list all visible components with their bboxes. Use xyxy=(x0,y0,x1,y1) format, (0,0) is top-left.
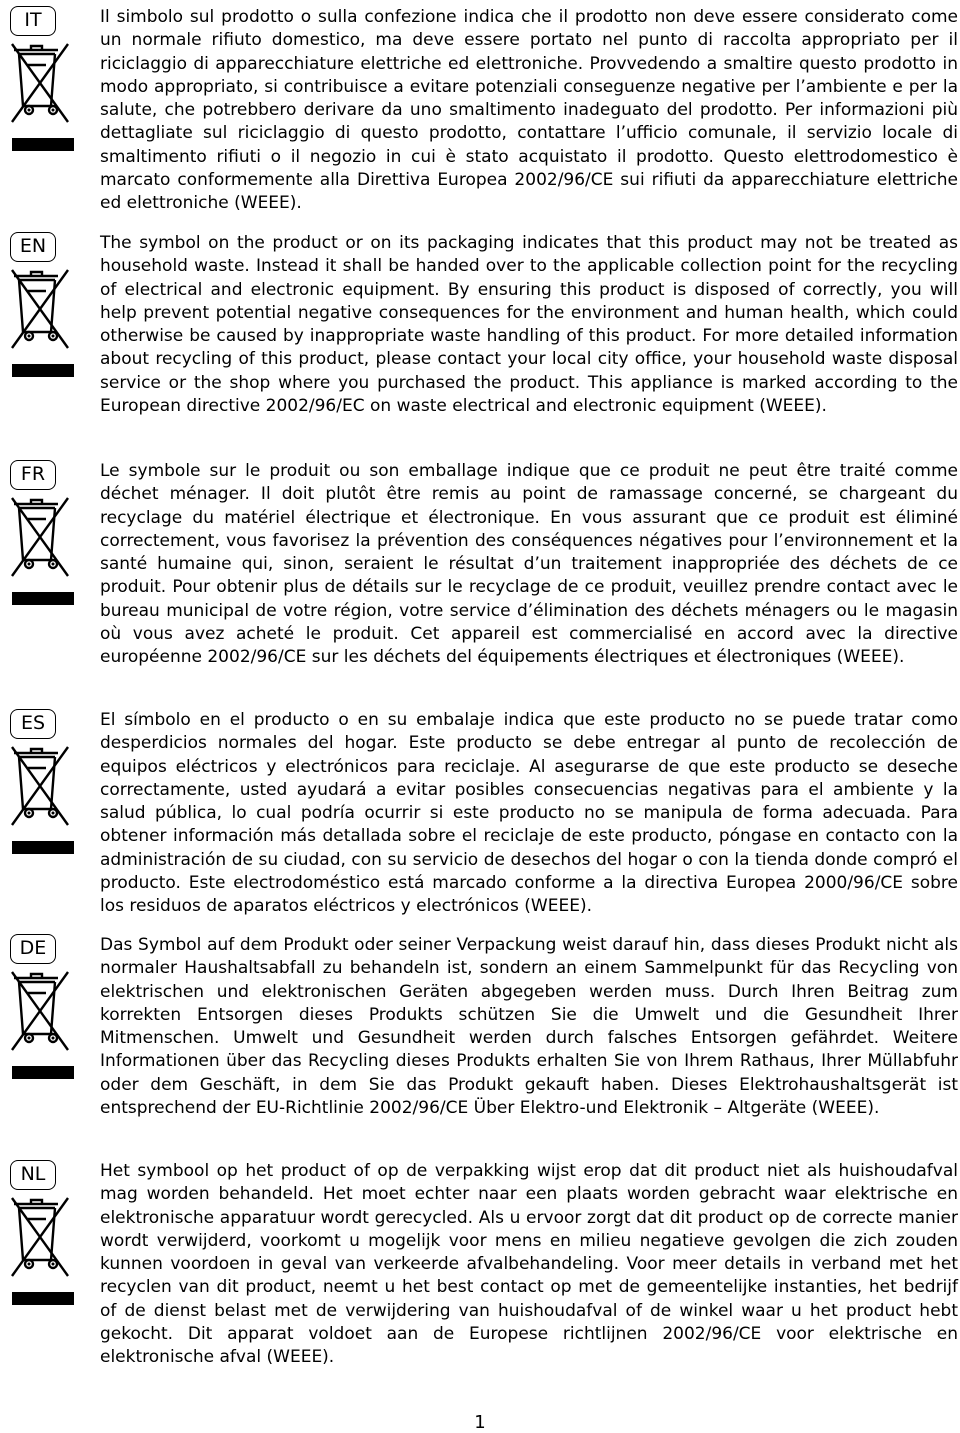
language-badge: FR xyxy=(10,460,56,490)
disposal-notice-text: Het symbool op het product of op de verpakking wijst erop dat dit product niet als huishoudafval mag worden behandeld. Het moet echter naar een plaats worden gebracht waar elektrische en elektronische apparatuur wordt gerecycled. Als u ervoor zorgt dat dit product op de correcte manier wordt verwijderd, voorkomt u mogelijk voor mens en milieu negatieve gevolgen die zich zouden kunnen voordoen in geval van verkeerde afvalbehandeling. Voor meer details in verband met het recyclen van dit product, neemt u het best contact op met de gemeentelijke instanties, het bedrijf of de dienst belast met de verwijdering van huishoudafval of de winkel waar u het product hebt gekocht. Dit apparat voldoet aan de Europese richtlijnen 2002/96/CE voor elektrische en elektronische afval (WEEE). xyxy=(100,1161,958,1368)
weee-crossed-bin-icon xyxy=(10,968,72,1054)
underline-bar xyxy=(12,138,74,151)
disposal-notice-text: El símbolo en el producto o en su embalaje indica que este producto no se puede tratar como desperdicios normales del hogar. Este producto se debe entregar al punto de recolección de equipos eléctricos y electrónicos para reciclaje. Al asegurarse de que este producto se deseche correctamente, usted ayudará a evitar posibles consecuencias negativas para el ambiente y la salud pública, lo cual podría ocurrir si este producto no se manipula de forma adecuada. Para obtener información más detallada sobre el reciclaje de este producto, póngase en contacto con la administración de su ciudad, con su servicio de desechos del hogar o con la tienda donde compró el producto. Este electrodoméstico está marcado conforme a la directiva Europea 2000/96/CE sobre los residuos de aparatos eléctricos y electrónicos (WEEE). xyxy=(100,710,958,917)
underline-bar xyxy=(12,1066,74,1079)
language-badge: IT xyxy=(10,6,56,36)
weee-crossed-bin-icon xyxy=(10,743,72,829)
language-badge: NL xyxy=(10,1160,56,1190)
language-badge: EN xyxy=(10,232,56,262)
page-number: 1 xyxy=(474,1412,486,1433)
underline-bar xyxy=(12,364,74,377)
language-badge: DE xyxy=(10,934,56,964)
disposal-notice-text: Le symbole sur le produit ou son emballage indique que ce produit ne peut être traité comme déchet ménager. Il doit plutôt être remis au point de ramassage concerné, se chargeant du recyclage du matériel électrique et électronique. En vous assurant que ce produit est éliminé correctement, vous favorisez la prévention des conséquences négatives pour l’environnement et la santé humaine qui, sinon, seraient le résultat d’un traitement inappropriée des déchets de ce produit. Pour obtenir plus de détails sur le recyclage de ce produit, veuillez prendre contact avec le bureau municipal de votre région, votre service d’élimination des déchets ménagers ou le magasin où vous avez acheté le produit. Cet appareil est commercialisé en accord avec la directive européenne 2002/96/CE sur les déchets del équipements électriques et électroniques (WEEE). xyxy=(100,461,958,668)
underline-bar xyxy=(12,1292,74,1305)
underline-bar xyxy=(12,841,74,854)
language-badge: ES xyxy=(10,709,56,739)
disposal-notice-text: Das Symbol auf dem Produkt oder seiner Verpackung weist darauf hin, dass dieses Produkt nicht als normaler Haushaltsabfall zu behandeln ist, sondern an einem Sammelpunkt für das Recycling von elektrischen und elektronischen Geräten abgegeben werden muss. Durch Ihren Beitrag zum korrekten Entsorgen dieses Produkts schützen Sie die Umwelt und die Gesundheit Ihrer Mitmenschen. Umwelt und Gesundheit werden durch falsches Entsorgen gefährdet. Weitere Informationen über das Recycling dieses Produkts erhalten Sie von Ihrem Rathaus, Ihrer Müllabfuhr oder dem Geschäft, in dem Sie das Produkt gekauft haben. Dieses Elektrohaushaltsgerät ist entsprechend der EU-Richtlinie 2002/96/CE Über Elektro-und Elektronik – Altgeräte (WEEE). xyxy=(100,935,958,1119)
weee-crossed-bin-icon xyxy=(10,1194,72,1280)
weee-crossed-bin-icon xyxy=(10,494,72,580)
disposal-notice-text: Il simbolo sul prodotto o sulla confezione indica che il prodotto non deve essere considerato come un normale rifiuto domestico, ma deve essere portato nel punto di raccolta appropriato per il riciclaggio di apparecchiature elettriche ed elettroniche. Provvedendo a smaltire questo prodotto in modo appropriato, si contribuisce a evitare potenziali conseguenze negative per l’ambiente e per la salute, che potrebbero derivare da uno smaltimento inadeguato del prodotto. Per informazioni più dettagliate sul riciclaggio di questo prodotto, contattare l’ufficio comunale, il servizio locale di smaltimento rifiuti o il negozio in cui è stato acquistato il prodotto. Questo elettrodomestico è marcato conformemente alla Direttiva Europea 2002/96/CE sui rifiuti da apparecchiature elettriche ed elettroniche (WEEE). xyxy=(100,7,958,214)
weee-crossed-bin-icon xyxy=(10,266,72,352)
underline-bar xyxy=(12,592,74,605)
weee-crossed-bin-icon xyxy=(10,40,72,126)
disposal-notice-text: The symbol on the product or on its packaging indicates that this product may not be treated as household waste. Instead it shall be handed over to the applicable collection point for the recycling of electrical and electronic equipment. By ensuring this product is disposed of correctly, you will help prevent potential negative consequences for the environment and human health, which could otherwise be caused by inappropriate waste handling of this product. For more detailed information about recycling of this product, please contact your local city office, your household waste disposal service or the shop where you purchased the product. This appliance is marked according to the European directive 2002/96/EC on waste electrical and electronic equipment (WEEE). xyxy=(100,233,958,417)
